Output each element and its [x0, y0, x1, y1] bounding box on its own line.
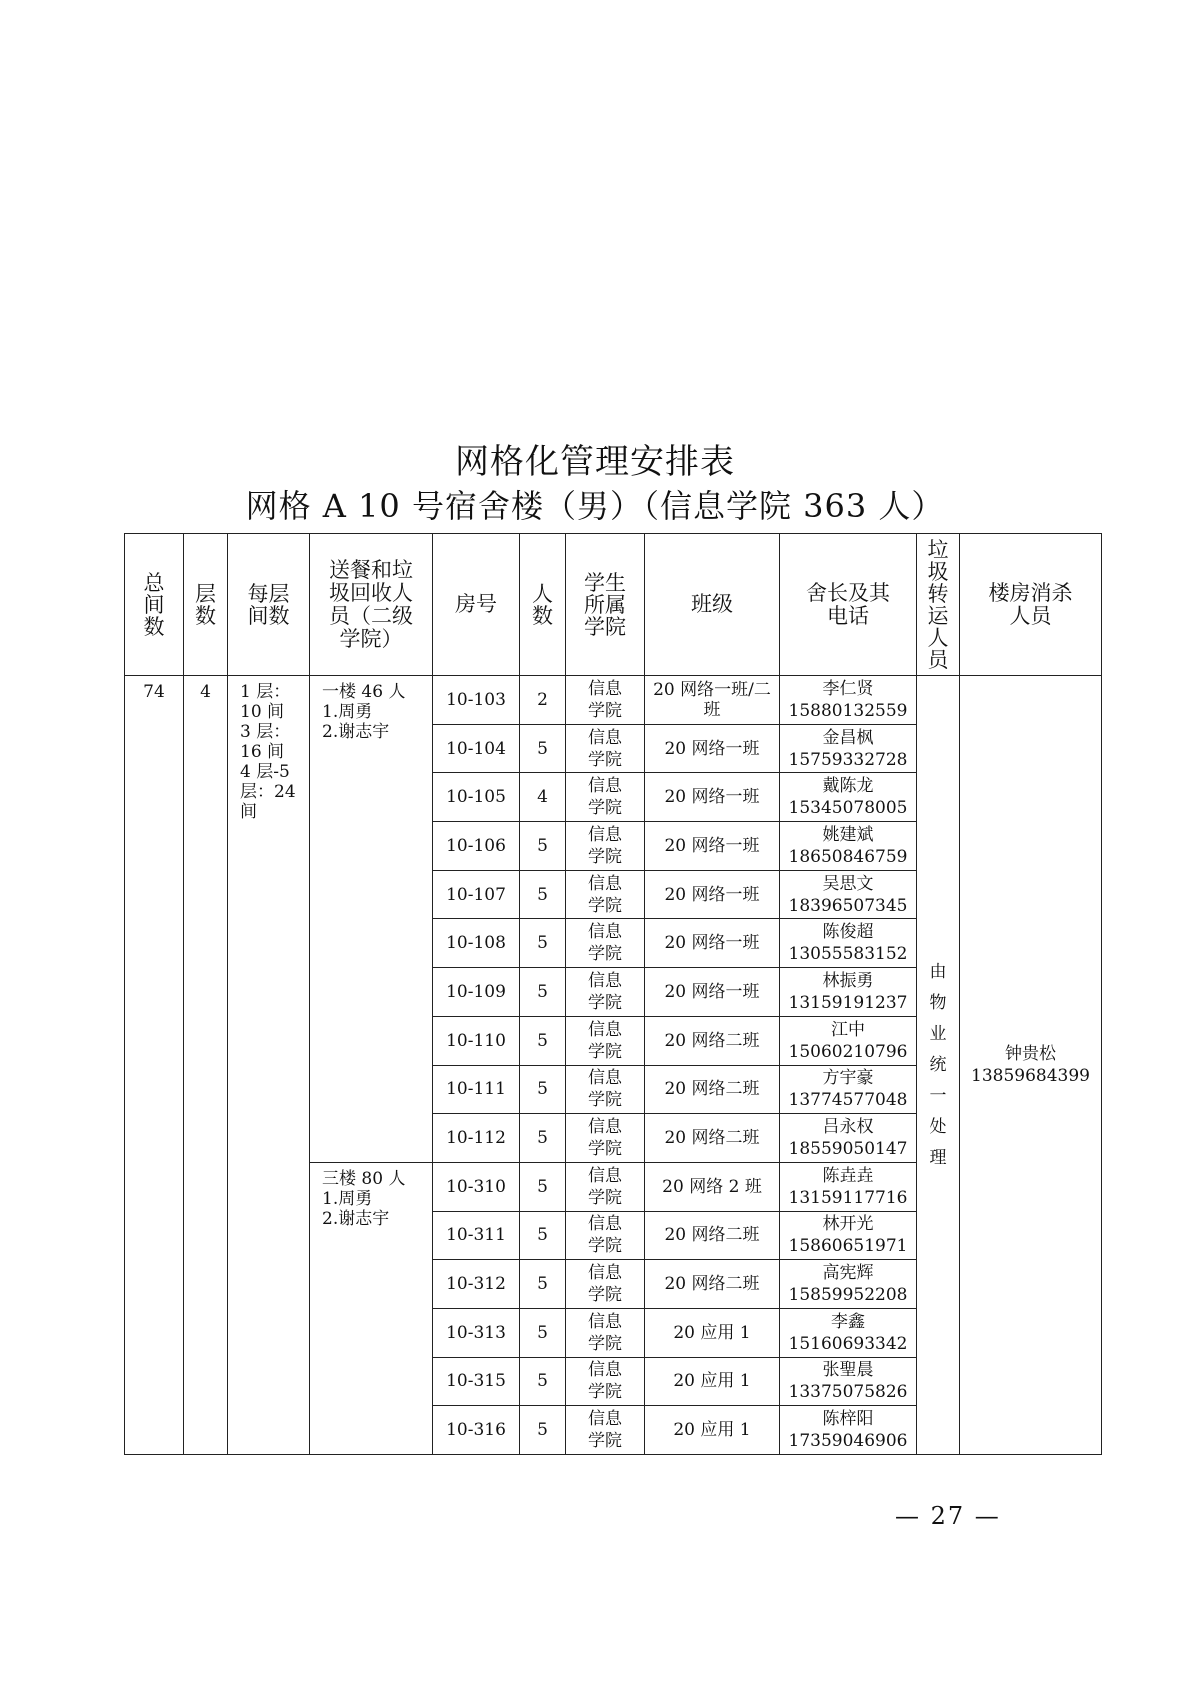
college-cell: 信息学院 [566, 1260, 645, 1309]
leader-contact-cell [780, 1308, 917, 1357]
leader-name: 金昌枫 [822, 727, 874, 748]
header-floors: 层数 [184, 534, 228, 676]
class-cell: 20 网络一班 [645, 822, 780, 871]
leader-phone: 13159117716 [788, 1187, 908, 1208]
people-count-cell: 5 [520, 1260, 566, 1309]
room-number-cell: 10-310 [433, 1162, 520, 1211]
leader-name: 陈垚垚 [822, 1165, 874, 1186]
people-count-cell: 5 [520, 1114, 566, 1163]
college-cell: 信息学院 [566, 870, 645, 919]
college-cell: 信息学院 [566, 1357, 645, 1406]
class-cell: 20 网络一班/二班 [645, 676, 780, 725]
leader-phone: 15860651971 [788, 1236, 908, 1257]
total-rooms-cell: 74 [125, 676, 184, 1455]
header-total-rooms: 总间数 [125, 534, 184, 676]
college-cell: 信息学院 [566, 1016, 645, 1065]
people-count-cell: 5 [520, 1162, 566, 1211]
class-cell: 20 网络一班 [645, 870, 780, 919]
page-number: — 27 — [895, 1502, 1001, 1530]
leader-name: 高宪辉 [822, 1263, 874, 1284]
college-cell: 信息学院 [566, 919, 645, 968]
floors-cell: 4 [184, 676, 228, 1455]
leader-contact-cell [780, 1406, 917, 1455]
leader-phone: 18650846759 [788, 846, 908, 867]
college-cell: 信息学院 [566, 1065, 645, 1114]
class-cell: 20 网络二班 [645, 1114, 780, 1163]
title-block [0, 440, 1190, 528]
leader-phone: 18396507345 [788, 895, 908, 916]
leader-phone: 15345078005 [788, 798, 908, 819]
room-number-cell: 10-103 [433, 676, 520, 725]
room-number-cell: 10-104 [433, 724, 520, 773]
room-number-cell: 10-315 [433, 1357, 520, 1406]
header-disinfection-staff: 楼房消杀人员 [960, 534, 1102, 676]
college-cell: 信息学院 [566, 1114, 645, 1163]
people-count-cell: 5 [520, 1308, 566, 1357]
people-count-cell: 5 [520, 919, 566, 968]
leader-phone: 15759332728 [788, 749, 908, 770]
leader-name: 陈俊超 [822, 922, 874, 943]
college-cell: 信息学院 [566, 1162, 645, 1211]
college-cell: 信息学院 [566, 1406, 645, 1455]
leader-contact-cell [780, 870, 917, 919]
leader-phone: 13774577048 [788, 1090, 908, 1111]
leader-name: 方宇豪 [822, 1068, 874, 1089]
people-count-cell: 5 [520, 1065, 566, 1114]
leader-name: 林开光 [822, 1214, 874, 1235]
header-class: 班级 [645, 534, 780, 676]
leader-contact-cell [780, 1260, 917, 1309]
room-number-cell: 10-311 [433, 1211, 520, 1260]
people-count-cell: 5 [520, 968, 566, 1017]
leader-name: 姚建斌 [822, 824, 874, 845]
leader-contact-cell [780, 1211, 917, 1260]
class-cell: 20 网络一班 [645, 773, 780, 822]
room-number-cell: 10-313 [433, 1308, 520, 1357]
leader-phone: 13375075826 [788, 1382, 908, 1403]
leader-phone: 15160693342 [788, 1333, 908, 1354]
room-number-cell: 10-316 [433, 1406, 520, 1455]
disinfection-staff-cell [960, 676, 1102, 1455]
header-people: 人数 [520, 534, 566, 676]
leader-contact-cell [780, 822, 917, 871]
leader-contact-cell [780, 919, 917, 968]
people-count-cell: 5 [520, 870, 566, 919]
leader-phone: 13159191237 [788, 992, 908, 1013]
people-count-cell: 2 [520, 676, 566, 725]
class-cell: 20 网络 2 班 [645, 1162, 780, 1211]
room-number-cell: 10-110 [433, 1016, 520, 1065]
class-cell: 20 网络二班 [645, 1260, 780, 1309]
disinfection-phone: 13859684399 [971, 1066, 1090, 1086]
delivery-staff-cell: 三楼 80 人 1.周勇 2.谢志宇 [310, 1162, 433, 1454]
leader-contact-cell [780, 1065, 917, 1114]
college-cell: 信息学院 [566, 822, 645, 871]
people-count-cell: 5 [520, 724, 566, 773]
people-count-cell: 5 [520, 1211, 566, 1260]
delivery-staff-cell: 一楼 46 人 1.周勇 2.谢志宇 [310, 676, 433, 1163]
header-college: 学生所属学院 [566, 534, 645, 676]
room-number-cell: 10-109 [433, 968, 520, 1017]
leader-name: 吕永权 [822, 1117, 874, 1138]
leader-phone: 18559050147 [788, 1139, 908, 1160]
room-number-cell: 10-106 [433, 822, 520, 871]
leader-contact-cell [780, 724, 917, 773]
leader-name: 李仁贤 [822, 678, 874, 699]
class-cell: 20 网络二班 [645, 1065, 780, 1114]
leader-phone: 15859952208 [788, 1285, 908, 1306]
leader-contact-cell [780, 968, 917, 1017]
college-cell: 信息学院 [566, 724, 645, 773]
header-room-no: 房号 [433, 534, 520, 676]
leader-name: 张聖晨 [822, 1360, 874, 1381]
people-count-cell: 4 [520, 773, 566, 822]
leader-phone: 13055583152 [788, 944, 908, 965]
leader-name: 林振勇 [822, 970, 874, 991]
people-count-cell: 5 [520, 1406, 566, 1455]
room-number-cell: 10-105 [433, 773, 520, 822]
leader-contact-cell [780, 773, 917, 822]
header-leader-phone: 舍长及其电话 [780, 534, 917, 676]
room-number-cell: 10-108 [433, 919, 520, 968]
people-count-cell: 5 [520, 822, 566, 871]
class-cell: 20 应用 1 [645, 1308, 780, 1357]
college-cell: 信息学院 [566, 1211, 645, 1260]
leader-name: 李鑫 [831, 1311, 865, 1332]
class-cell: 20 网络二班 [645, 1211, 780, 1260]
class-cell: 20 网络二班 [645, 1016, 780, 1065]
leader-phone: 17359046906 [788, 1431, 908, 1452]
page-title: 网格化管理安排表 [455, 442, 735, 482]
class-cell: 20 应用 1 [645, 1406, 780, 1455]
leader-name: 陈梓阳 [822, 1409, 874, 1430]
leader-phone: 15880132559 [788, 700, 908, 721]
room-number-cell: 10-111 [433, 1065, 520, 1114]
rooms-per-floor-cell: 1 层： 10 间 3 层： 16 间 4 层-5 层：24 间 [228, 676, 310, 1455]
college-cell: 信息学院 [566, 676, 645, 725]
leader-contact-cell [780, 1357, 917, 1406]
class-cell: 20 网络一班 [645, 968, 780, 1017]
people-count-cell: 5 [520, 1016, 566, 1065]
college-cell: 信息学院 [566, 968, 645, 1017]
class-cell: 20 网络一班 [645, 919, 780, 968]
header-row [125, 534, 1102, 676]
leader-name: 戴陈龙 [822, 776, 874, 797]
table-row [125, 676, 1102, 725]
header-delivery-staff: 送餐和垃圾回收人员（二级学院） [310, 534, 433, 676]
leader-contact-cell [780, 1162, 917, 1211]
college-cell: 信息学院 [566, 773, 645, 822]
trash-staff-cell: 由物业统一处理 [917, 676, 960, 1455]
people-count-cell: 5 [520, 1357, 566, 1406]
room-number-cell: 10-312 [433, 1260, 520, 1309]
class-cell: 20 应用 1 [645, 1357, 780, 1406]
leader-contact-cell [780, 1114, 917, 1163]
leader-contact-cell [780, 1016, 917, 1065]
room-number-cell: 10-107 [433, 870, 520, 919]
leader-name: 江中 [831, 1019, 865, 1040]
leader-contact-cell [780, 676, 917, 725]
header-rooms-per-floor: 每层间数 [228, 534, 310, 676]
schedule-table [124, 533, 1102, 1455]
leader-phone: 15060210796 [788, 1041, 908, 1062]
header-trash-staff: 垃圾转运人员 [917, 534, 960, 676]
page-subtitle: 网格 A 10 号宿舍楼（男）（信息学院 363 人） [245, 487, 945, 525]
leader-name: 吴思文 [822, 873, 874, 894]
class-cell: 20 网络一班 [645, 724, 780, 773]
disinfection-name: 钟贵松 [1005, 1044, 1056, 1064]
college-cell: 信息学院 [566, 1308, 645, 1357]
room-number-cell: 10-112 [433, 1114, 520, 1163]
